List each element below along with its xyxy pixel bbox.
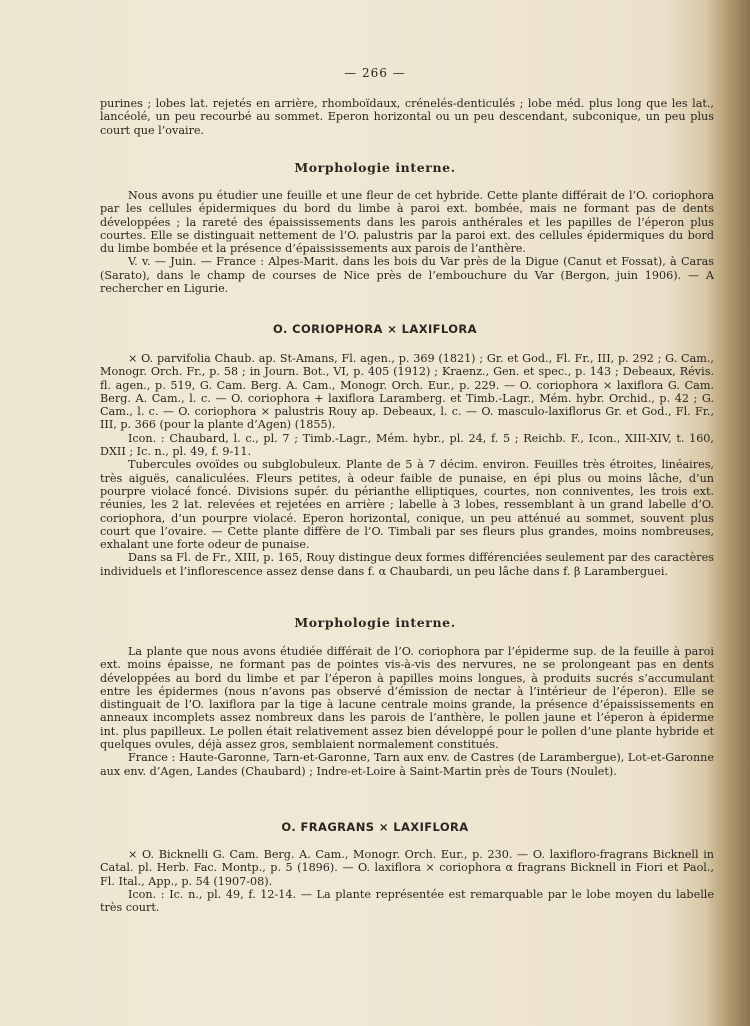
- paragraph-9: France : Haute-Garonne, Tarn-et-Garonne, Tarn aux env. de Castres (de Larambergue), Lot-et-Garonne aux env. d’Agen, Landes (Chaubard) ; Indre-et-Loire à Saint-Martin près de Tours (Noulet).: [100, 751, 714, 778]
- section-coriophora-laxiflora: [100, 352, 714, 578]
- heading-morphologie-interne-1: Morphologie interne.: [294, 160, 456, 175]
- paragraph-6: Tubercules ovoïdes ou subglobuleux. Plante de 5 à 7 décim. environ. Feuilles très étroites, linéaires, très aiguës, canaliculées. Fleurs petites, à odeur faible de punaise, en épi plus ou moins lâche, d’un pourpre violacé foncé. Divisions supér. du périanthe elliptiques, courtes, non conniventes, les trois ext. réunies, les 2 lat. relevées et rejetées en arrière ; labelle à 3 lobes, ressemblant à un grand labelle d’O. coriophora, d’un pourpre violacé. Eperon horizontal, conique, un peu atténué au sommet, souvent plus court que l’ovaire. — Cette plante diffère de l’O. Timbali par ses fleurs plus grandes, moins nombreuses, exhalant une forte odeur de punaise.: [100, 458, 714, 552]
- paragraph-5: Icon. : Chaubard, l. c., pl. 7 ; Timb.-Lagr., Mém. hybr., pl. 24, f. 5 ; Reichb. F., Icon., XIII-XIV, t. 160, DXII ; Ic. n., pl. 49, f. 9-11.: [100, 431, 714, 459]
- paragraph-4: × O. parvifolia Chaub. ap. St-Amans, Fl. agen., p. 369 (1821) ; Gr. et God., Fl. Fr., III, p. 292 ; G. Cam., Monogr. Orch. Fr., p. 58 ; in Journ. Bot., VI, p. 405 (1912) ; Kraenz., Gen. et spec., p. 143 ; Debeaux, Révis. fl. agen., p. 519, G. Cam. Berg. A. Cam., Monogr. Orch. Eur., p. 229. — O. coriophora × laxiflora G. Cam. Berg. A. Cam., l. c. — O. coriophora + laxiflora Laramberg. et Timb.-Lagr., Mém. hybr. Orchid., p. 42 ; G. Cam., l. c. — O. coriophora × palustris Rouy ap. Debeaux, l. c. — O. masculo-laxiflorus Gr. et God., Fl. Fr., III, p. 366 (pour la plante d’Agen) (1855).: [100, 352, 714, 432]
- section-morphology-2: [100, 645, 714, 778]
- paragraph-2: Nous avons pu étudier une feuille et une fleur de cet hybride. Cette plante différait de l’O. coriophora par les cellules épidermiques du bord du limbe à paroi ext. bombée, mais ne formant pas de dents développées ; la rareté des épaississements dans les parois anthérales et les papilles de l’éperon plus courtes. Elle se distinguait nettement de l’O. palustris par la paroi ext. des cellules épidermiques du bord du limbe bombée et la présence d’épaississements aux parois de l’anthère.: [100, 189, 714, 256]
- paragraph-3: V. v. — Juin. — France : Alpes-Marit. dans les bois du Var près de la Digue (Canut et Fossat), à Caras (Sarato), dans le champ de courses de Nice près de l’embouchure du Var (Bergon, juin 1906). — A rechercher en Ligurie.: [100, 255, 714, 296]
- paragraph-10: × O. Bicknelli G. Cam. Berg. A. Cam., Monogr. Orch. Eur., p. 230. — O. laxifloro-fragrans Bicknell in Catal. pl. Herb. Fac. Montp., p. 5 (1896). — O. laxiflora × coriophora α fragrans Bicknell in Fiori et Paol., Fl. Ital., App., p. 54 (1907-08).: [100, 848, 714, 888]
- paragraph-1: purines ; lobes lat. rejetés en arrière, rhomboïdaux, crénelés-denticulés ; lobe méd. plus long que les lat., lancéolé, un peu recourbé au sommet. Eperon horizontal ou un peu descendant, subconique, un peu plus court que l’ovaire.: [100, 97, 714, 137]
- paragraph-8: La plante que nous avons étudiée différait de l’O. coriophora par l’épiderme sup. de la feuille à paroi ext. moins épaisse, ne formant pas de pointes vis-à-vis des nervures, ne se prolongeant pas en dents développées au bord du limbe et par l’éperon à papilles moins longues, à produits sucrés s’accumulant entre les épidermes (nous n’avons pas observé d’émission de nectar à l’intérieur de l’éperon). Elle se distinguait de l’O. laxiflora par la tige à lacune centrale moins grande, la présence d’épaississements en anneaux incomplets assez nombreux dans les parois de l’anthère, le pollen jaune et l’éperon à épiderme int. plus papilleux. Le pollen était relativement assez bien développé pour le pollen d’une plante hybride et quelques ovules, déjà assez gros, semblaient normalement constitués.: [100, 645, 714, 752]
- page-number: — 266 —: [344, 66, 406, 80]
- heading-morphologie-interne-2: Morphologie interne.: [294, 615, 456, 630]
- section-fragrans-laxiflora: [100, 848, 714, 914]
- paragraph-labellum-end: [100, 97, 714, 137]
- heading-fragrans-x-laxiflora: O. FRAGRANS × LAXIFLORA: [281, 820, 469, 834]
- heading-coriophora-x-laxiflora: O. CORIOPHORA × LAXIFLORA: [273, 322, 477, 336]
- section-morphology-1: [100, 189, 714, 295]
- paragraph-7: Dans sa Fl. de Fr., XIII, p. 165, Rouy distingue deux formes différenciées seulement par des caractères individuels et l’inflorescence assez dense dans f. α Chaubardi, un peu lâche dans f. β Laramberguei.: [100, 551, 714, 578]
- paragraph-11: Icon. : Ic. n., pl. 49, f. 12-14. — La plante représentée est remarquable par le lobe moyen du labelle très court.: [100, 887, 714, 915]
